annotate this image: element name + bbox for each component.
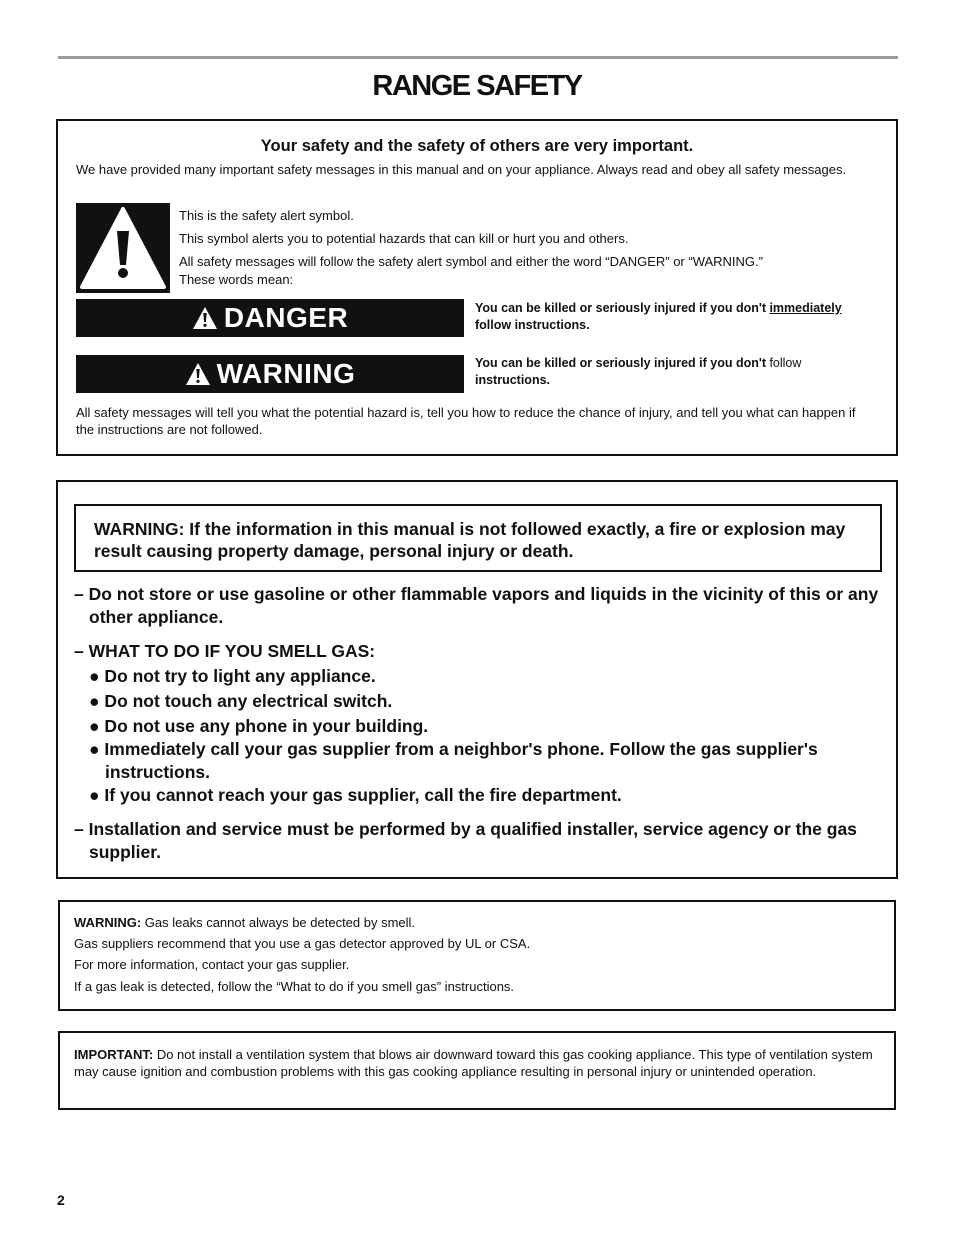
list-item: ● Do not touch any electrical switch.	[89, 691, 393, 711]
ventilation-box	[58, 1031, 896, 1110]
fire-explosion-warning	[74, 504, 882, 572]
warning-label: WARNING	[216, 358, 356, 389]
safety-message-box	[56, 119, 898, 456]
danger-signal-bar	[76, 299, 464, 337]
page-number: 2	[57, 1192, 65, 1208]
leak-line-2: Gas suppliers recommend that you use a gas detector approved by UL or CSA.	[74, 936, 531, 951]
symbol-line-2: This symbol alerts you to potential hazards that can kill or hurt you and others.	[179, 231, 629, 246]
symbol-line-3: All safety messages will follow the safety alert symbol and either the word “DANGER” or “WARNING.”	[179, 254, 763, 269]
danger-description: You can be killed or seriously injured if you don't immediately follow instructions.	[475, 301, 842, 332]
leak-line-3: For more information, contact your gas supplier.	[74, 957, 350, 972]
fire-explosion-warning-text: WARNING: If the information in this manual is not followed exactly, a fire or explosion may result causing property damage, personal injury or death.	[94, 519, 846, 561]
gas-leak-box	[58, 900, 896, 1011]
danger-emphasis: immediately	[769, 301, 842, 315]
leak-line-4: If a gas leak is detected, follow the “What to do if you smell gas” instructions.	[74, 979, 515, 994]
gas-warning-box	[56, 480, 898, 879]
safety-intro: We have provided many important safety messages in this manual and on your appliance. Always read and obey all safety messages.	[76, 162, 847, 177]
danger-label: DANGER	[223, 302, 349, 333]
warning-signal-bar	[76, 355, 464, 393]
installation-instruction: – Installation and service must be performed by a qualified installer, service agency or the gas supplier.	[74, 819, 857, 862]
list-item: ● Immediately call your gas supplier from a neighbor's phone. Follow the gas supplier's instructions.	[89, 739, 818, 782]
leak-warning-label: WARNING:	[74, 915, 142, 930]
ventilation-text: IMPORTANT: Do not install a ventilation system that blows air downward toward this gas cooking appliance. This type of ventilation system may cause ignition and combustion problems with this gas cooking appliance resulting in personal injury or unintended operation.	[74, 1047, 873, 1079]
page-title: RANGE SAFETY	[372, 70, 582, 102]
alert-triangle-icon	[185, 362, 211, 386]
warning-description: You can be killed or seriously injured if you don't follow instructions.	[475, 356, 802, 387]
important-label: IMPORTANT:	[74, 1047, 154, 1062]
list-item: ● Do not try to light any appliance.	[89, 666, 376, 686]
alert-triangle-icon	[192, 306, 218, 330]
leak-line-1: WARNING: Gas leaks cannot always be detected by smell.	[74, 915, 416, 930]
list-item: ● If you cannot reach your gas supplier, call the fire department.	[89, 785, 622, 805]
symbol-line-4: These words mean:	[179, 272, 294, 287]
safety-alert-icon	[76, 203, 170, 293]
smell-gas-heading: – WHAT TO DO IF YOU SMELL GAS:	[74, 641, 376, 661]
symbol-line-1: This is the safety alert symbol.	[179, 208, 354, 223]
top-rule	[58, 56, 898, 59]
warning-emphasis: follow	[769, 356, 802, 370]
safety-closing: All safety messages will tell you what the potential hazard is, tell you how to reduce the chance of injury, and tell you what can happen if the instructions are not followed.	[76, 405, 856, 437]
list-item: ● Do not use any phone in your building.	[89, 716, 429, 736]
gasoline-instruction: – Do not store or use gasoline or other flammable vapors and liquids in the vicinity of this or any other appliance.	[74, 584, 879, 627]
safety-heading: Your safety and the safety of others are very important.	[260, 137, 694, 155]
